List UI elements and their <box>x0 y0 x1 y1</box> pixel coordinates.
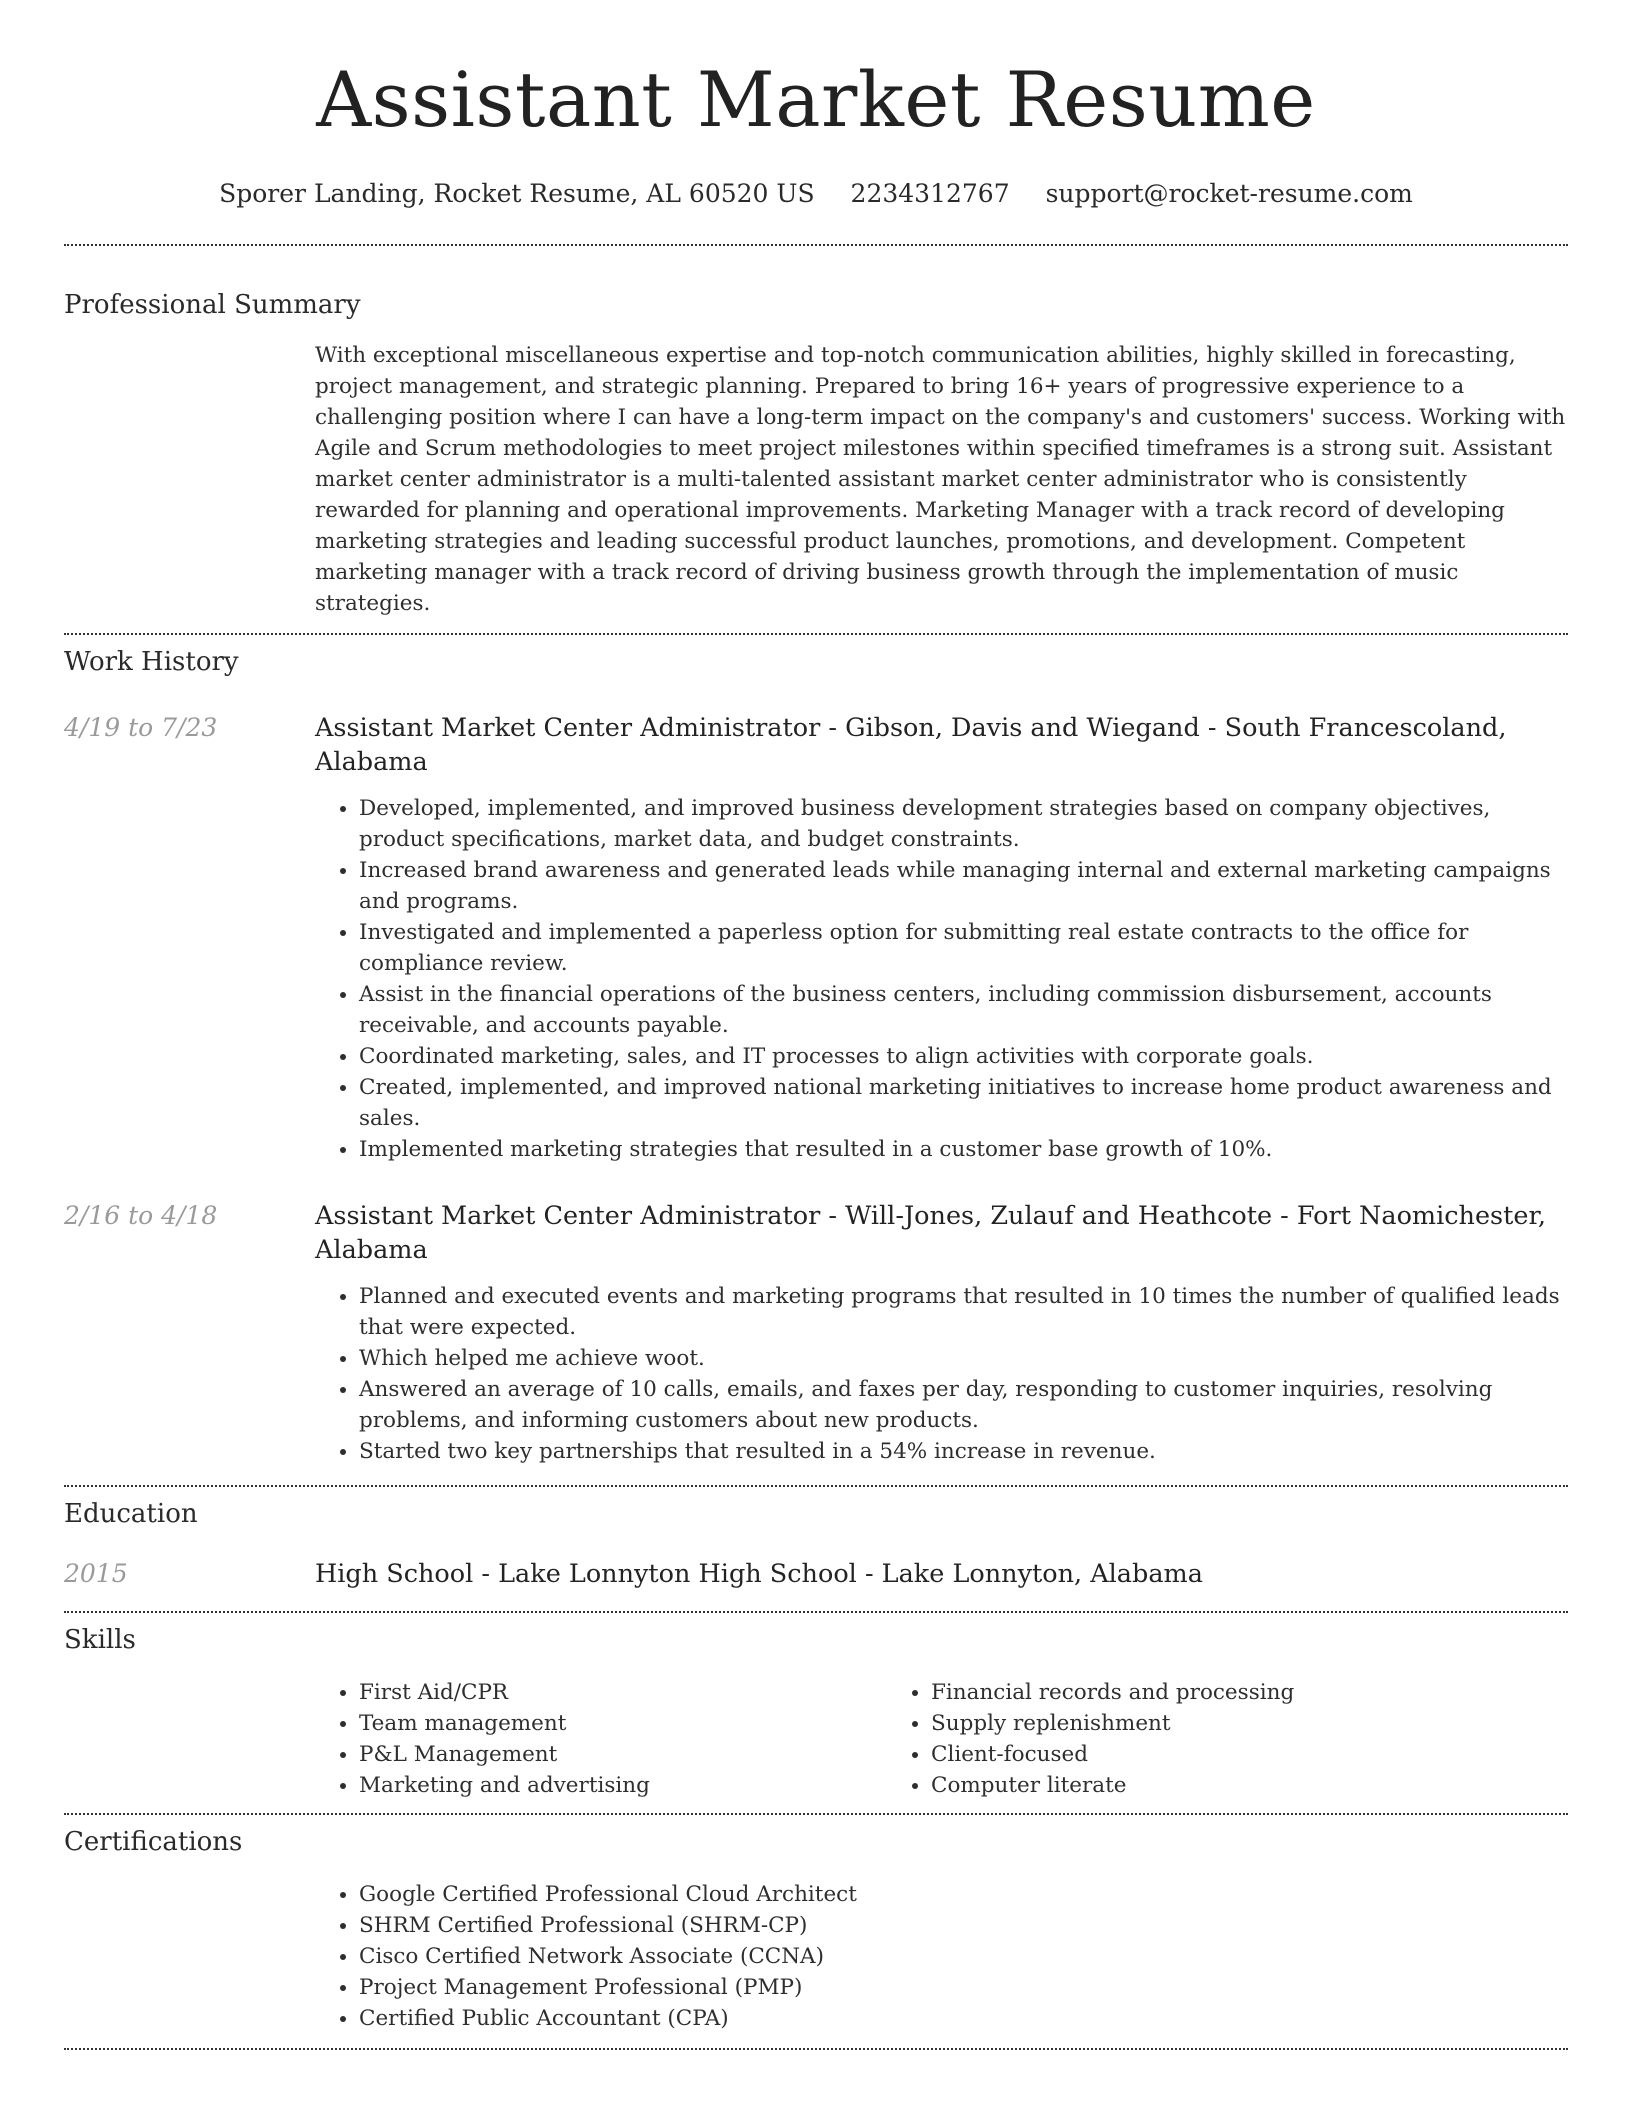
job-bullets <box>315 1281 1568 1467</box>
job-bullet: • Increased brand awareness and generated leads while managing internal and external marketing campaigns and programs. <box>359 855 1568 917</box>
job-bullet: • Answered an average of 10 calls, emails, and faxes per day, responding to customer inquiries, resolving problems, and informing customers about new products. <box>359 1374 1568 1436</box>
certifications-list <box>315 1879 1568 2034</box>
skills-list-left <box>315 1677 887 1801</box>
certifications-section <box>64 1815 1568 2034</box>
job-bullet: • Planned and executed events and marketing programs that resulted in 10 times the number of qualified leads that were expected. <box>359 1281 1568 1343</box>
certification-item: • Cisco Certified Network Associate (CCNA) <box>359 1941 1568 1972</box>
skill-item: • Computer literate <box>931 1770 1459 1801</box>
resume-title: Assistant Market Resume <box>316 55 1316 144</box>
certifications-heading: Certifications <box>64 1827 243 1857</box>
certification-item: • SHRM Certified Professional (SHRM-CP) <box>359 1910 1568 1941</box>
job-bullet: • Assist in the financial operations of the business centers, including commission disbursement, accounts receivable, and accounts payable. <box>359 979 1568 1041</box>
job-bullet: • Which helped me achieve woot. <box>359 1343 1568 1374</box>
education-entry <box>64 1557 1568 1611</box>
education-section <box>64 1487 1568 1611</box>
skill-item: • Financial records and processing <box>931 1677 1459 1708</box>
skill-item: • First Aid/CPR <box>359 1677 887 1708</box>
summary-section <box>64 246 1568 619</box>
contact-phone: 2234312767 <box>850 179 1010 208</box>
education-year: 2015 <box>64 1559 128 1588</box>
summary-heading: Professional Summary <box>64 290 361 320</box>
job-bullet: • Started two key partnerships that resulted in a 54% increase in revenue. <box>359 1436 1568 1467</box>
job-dates: 4/19 to 7/23 <box>64 713 218 742</box>
skill-item: • Supply replenishment <box>931 1708 1459 1739</box>
skills-columns <box>315 1677 1568 1801</box>
work-history-heading: Work History <box>64 647 239 677</box>
certification-item: • Project Management Professional (PMP) <box>359 1972 1568 2003</box>
divider <box>64 2048 1568 2050</box>
skill-item: • Marketing and advertising <box>359 1770 887 1801</box>
skill-item: • Client-focused <box>931 1739 1459 1770</box>
job-bullet: • Coordinated marketing, sales, and IT processes to align activities with corporate goals. <box>359 1041 1568 1072</box>
certification-item: • Certified Public Accountant (CPA) <box>359 2003 1568 2034</box>
skills-list-right <box>887 1677 1459 1801</box>
job-heading: Assistant Market Center Administrator - Gibson, Davis and Wiegand - South Francescoland, Alabama <box>315 713 1507 777</box>
certification-item: • Google Certified Professional Cloud Architect <box>359 1879 1568 1910</box>
education-heading: Education <box>64 1499 198 1529</box>
skill-item: • P&L Management <box>359 1739 887 1770</box>
skills-section <box>64 1613 1568 1801</box>
job-bullet: • Investigated and implemented a paperless option for submitting real estate contracts to the office for compliance review. <box>359 917 1568 979</box>
skill-item: • Team management <box>359 1708 887 1739</box>
job-bullet: • Implemented marketing strategies that resulted in a customer base growth of 10%. <box>359 1134 1568 1165</box>
contact-address: Sporer Landing, Rocket Resume, AL 60520 US <box>219 179 815 208</box>
education-heading-text: High School - Lake Lonnyton High School - Lake Lonnyton, Alabama <box>315 1559 1203 1589</box>
contact-email: support@rocket-resume.com <box>1045 179 1413 208</box>
summary-text: With exceptional miscellaneous expertise and top-notch communication abilities, highly skilled in forecasting, project management, and strategic planning. Prepared to bring 16+ years of progressive experience to a challenging position where I can have a long-term impact on the company's and customers' success. Working with Agile and Scrum methodologies to meet project milestones within specified timeframes is a strong suit. Assistant market center administrator is a multi-talented assistant market center administrator who is consistently rewarded for planning and operational improvements. Marketing Manager with a track record of developing marketing strategies and leading successful product launches, promotions, and development. Competent marketing manager with a track record of driving business growth through the implementation of music strategies. <box>315 343 1566 616</box>
job-bullet: • Created, implemented, and improved national marketing initiatives to increase home product awareness and sales. <box>359 1072 1568 1134</box>
job-dates: 2/16 to 4/18 <box>64 1201 218 1230</box>
job-entry <box>64 711 1568 1165</box>
skills-heading: Skills <box>64 1625 136 1655</box>
job-heading: Assistant Market Center Administrator - Will-Jones, Zulauf and Heathcote - Fort Naomichester, Alabama <box>315 1201 1546 1265</box>
job-bullet: • Developed, implemented, and improved business development strategies based on company objectives, product specifications, market data, and budget constraints. <box>359 793 1568 855</box>
job-bullets <box>315 793 1568 1165</box>
contact-line <box>64 178 1568 210</box>
work-history-section <box>64 635 1568 1485</box>
job-entry <box>64 1199 1568 1467</box>
